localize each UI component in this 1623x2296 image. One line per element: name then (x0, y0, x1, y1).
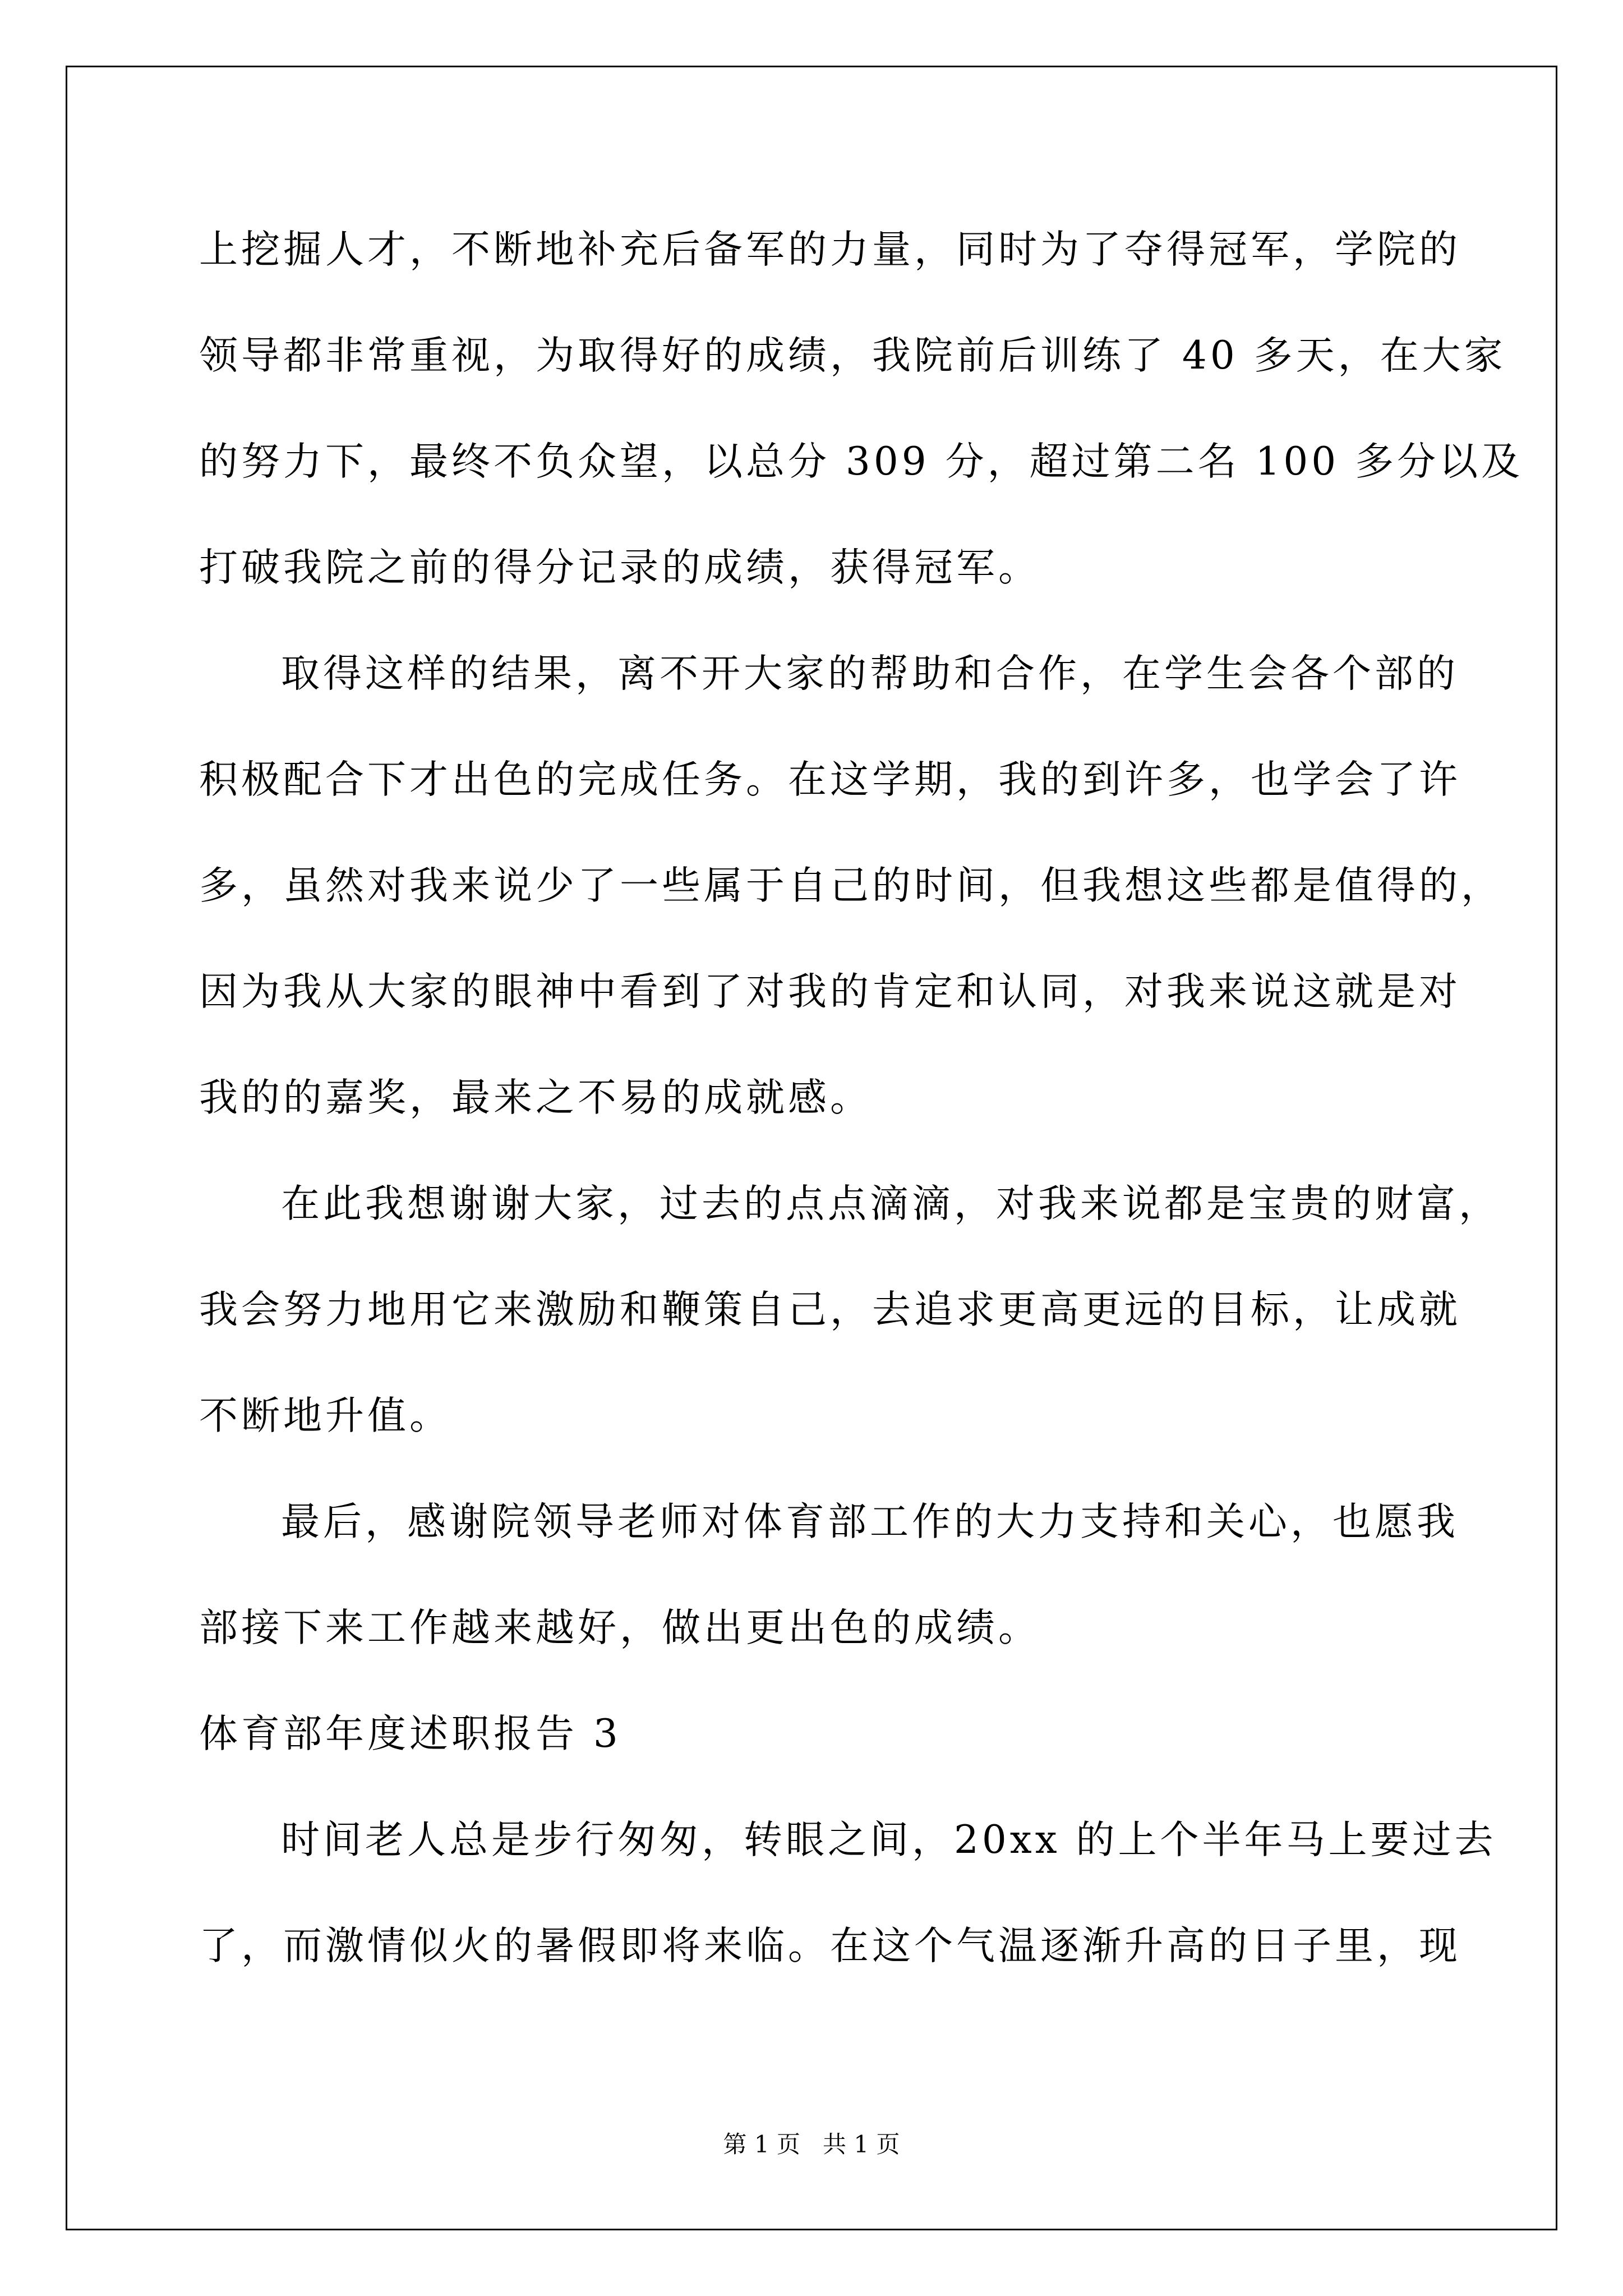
text-line: 因为我从大家的眼神中看到了对我的肯定和认同，对我来说这就是对 (199, 969, 1461, 1014)
document-body (199, 216, 1524, 2018)
text-line: 在此我想谢谢大家，过去的点点滴滴，对我来说都是宝贵的财富， (281, 1181, 1501, 1226)
text-line: 了，而激情似火的暑假即将来临。在这个气温逐渐升高的日子里，现 (199, 1924, 1461, 1968)
text-line: 最后，感谢院领导老师对体育部工作的大力支持和关心，也愿我 (281, 1499, 1459, 1544)
text-line: 的努力下，最终不负众望，以总分 309 分，超过第二名 100 多分以及 (199, 439, 1524, 484)
text-line: 部接下来工作越来越好，做出更出色的成绩。 (199, 1605, 1040, 1650)
text-line: 积极配合下才出色的完成任务。在这学期，我的到许多，也学会了许 (199, 757, 1461, 802)
text-line: 取得这样的结果，离不开大家的帮助和合作，在学生会各个部的 (281, 651, 1459, 696)
text-line: 我会努力地用它来激励和鞭策自己，去追求更高更远的目标，让成就 (199, 1287, 1461, 1332)
page-footer: 第 1 页 共 1 页 (723, 2131, 900, 2158)
text-line: 上挖掘人才，不断地补充后备军的力量，同时为了夺得冠军，学院的 (199, 227, 1461, 272)
text-line: 不断地升值。 (199, 1393, 451, 1438)
text-line: 打破我院之前的得分记录的成绩，获得冠军。 (199, 545, 1040, 590)
text-line: 我的的嘉奖，最来之不易的成就感。 (199, 1075, 872, 1120)
text-line: 多，虽然对我来说少了一些属于自己的时间，但我想这些都是值得的， (199, 863, 1503, 908)
section-heading: 体育部年度述职报告 3 (199, 1711, 621, 1756)
text-line: 领导都非常重视，为取得好的成绩，我院前后训练了 40 多天，在大家 (199, 333, 1506, 378)
text-line: 时间老人总是步行匆匆，转眼之间，20xx 的上个半年马上要过去 (281, 1818, 1497, 1862)
